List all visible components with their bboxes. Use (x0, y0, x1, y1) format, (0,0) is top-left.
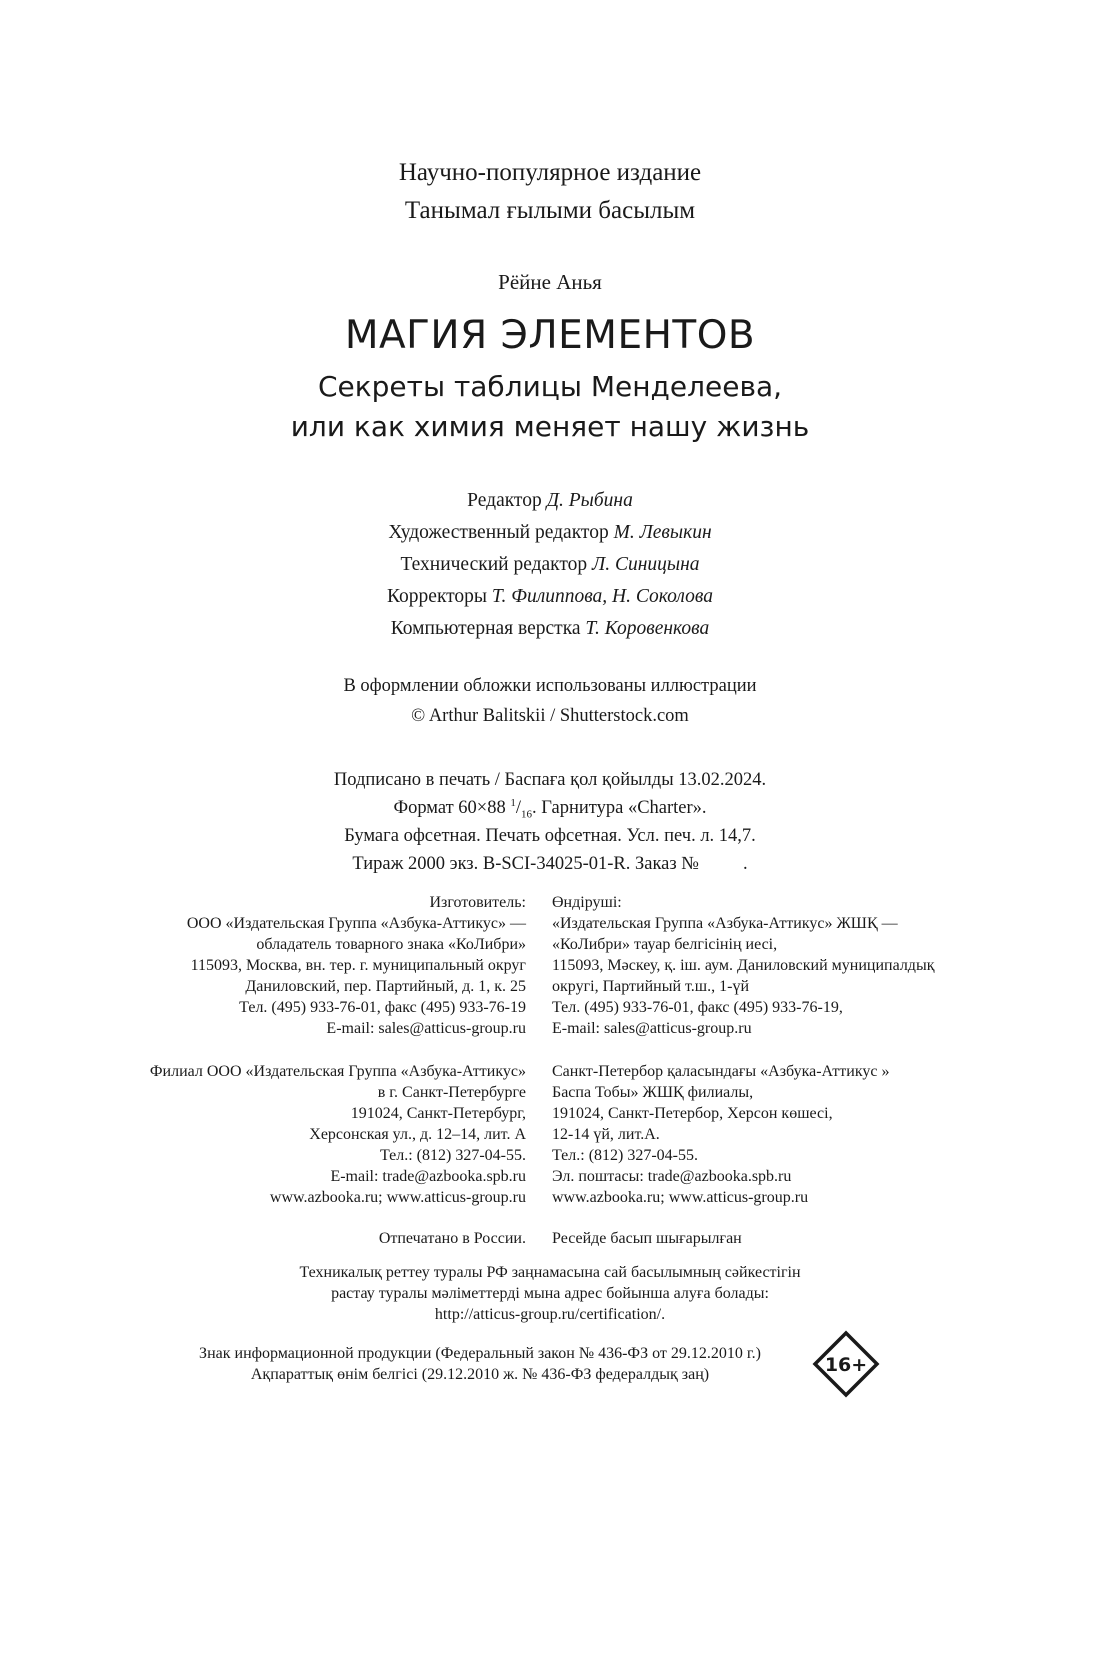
manufacturer-kz-line: «Издательская Группа «Азбука-Аттикус» ЖШҚ — (552, 915, 898, 932)
author-name: Рёйне Анья (498, 270, 602, 294)
paper-line: Бумага офсетная. Печать офсетная. Усл. печ. л. 14,7. (344, 826, 756, 846)
certification-note (0, 1262, 1100, 1325)
manufacturer-kz-line: 115093, Мәскеу, қ. іш. аум. Даниловский муниципалдық (552, 957, 935, 974)
cover-credit (0, 671, 1100, 731)
branch-kz-line: www.azbooka.ru; www.atticus-group.ru (552, 1189, 809, 1206)
book-subtitle (0, 367, 1100, 447)
editorial-staff (0, 485, 1100, 645)
branch-ru-line: 191024, Санкт-Петербург, (350, 1105, 526, 1122)
cover-credit-line-2: © Arthur Balitskii / Shutterstock.com (411, 706, 689, 726)
info-mark-ru: Знак информационной продукции (Федеральный закон № 436-ФЗ от 29.12.2010 г.) (199, 1345, 761, 1362)
genre-kz: Танымал ғылыми басылым (404, 197, 696, 224)
certification-line-2: растау туралы мәліметтерді мына адрес бойынша алуға болады: (331, 1285, 769, 1302)
branch-ru-line: E-mail: trade@azbooka.spb.ru (330, 1168, 526, 1185)
info-mark-kz: Ақпараттық өнім белгісі (29.12.2010 ж. № 436-ФЗ федералдық заң) (250, 1366, 710, 1383)
manufacturer-ru-line: 115093, Москва, вн. тер. г. муниципальный округ (190, 957, 526, 974)
staff-name: Д. Рыбина (546, 490, 633, 511)
branch-kz-line: Баспа Тобы» ЖШҚ филиалы, (552, 1084, 754, 1101)
certification-line-1: Техникалық реттеу туралы РФ заңнамасына сай басылымның сәйкестігін (299, 1264, 801, 1281)
age-rating-badge (812, 1330, 880, 1398)
branch-kz-line: Тел.: (812) 327-04-55. (552, 1147, 699, 1164)
staff-line: Компьютерная верстка Т. Коровенкова (390, 618, 710, 639)
manufacturer-kz-line: Тел. (495) 933-76-01, факс (495) 933-76-19, (552, 999, 843, 1016)
certification-url: http://atticus-group.ru/certification/. (434, 1306, 666, 1323)
staff-name: Л. Синицына (592, 554, 700, 575)
info-product-mark (150, 1343, 810, 1385)
subtitle-line-1: Секреты таблицы Менделеева, (317, 370, 783, 403)
manufacturer-kz-line: E-mail: sales@atticus-group.ru (552, 1020, 752, 1037)
manufacturer-ru-line: Тел. (495) 933-76-01, факс (495) 933-76-19 (239, 999, 526, 1016)
manufacturer-ru-line: Даниловский, пер. Партийный, д. 1, к. 25 (245, 978, 526, 995)
manufacturer-kz-line: «КоЛибри» тауар белгісінің иесі, (552, 936, 778, 953)
branch-kz (552, 1061, 1022, 1208)
staff-line: Технический редактор Л. Синицына (400, 554, 700, 575)
staff-name: М. Левыкин (613, 522, 712, 543)
branch-ru-line: Филиал ООО «Издательская Группа «Азбука-Аттикус» (149, 1063, 526, 1080)
printed-in-kz: Ресейде басып шығарылған (552, 1230, 742, 1247)
branch-kz-line: 12-14 үй, лит.А. (552, 1126, 660, 1143)
genre-label (0, 154, 1100, 230)
manufacturer-ru-line: ООО «Издательская Группа «Азбука-Аттикус» — (186, 915, 526, 932)
manufacturer-kz (552, 892, 1022, 1039)
manufacturer-ru-line: обладатель товарного знака «КоЛибри» (256, 936, 526, 953)
branch-ru-line: Херсонская ул., д. 12–14, лит. А (309, 1126, 526, 1143)
manufacturer-kz-line: Өндіруші: (552, 894, 622, 911)
branch-kz-line: Эл. поштасы: trade@azbooka.spb.ru (552, 1168, 792, 1185)
print-details (0, 766, 1100, 878)
cover-credit-line-1: В оформлении обложки использованы иллюстрации (343, 676, 757, 696)
branch-kz-line: Санкт-Петербор қаласындағы «Азбука-Аттикус » (552, 1063, 890, 1080)
staff-line: Художественный редактор М. Левыкин (388, 522, 712, 543)
subtitle-line-2: или как химия меняет нашу жизнь (290, 410, 810, 443)
age-rating-text: 16+ (824, 1354, 868, 1376)
staff-name: Т. Филиппова, Н. Соколова (491, 586, 713, 607)
branch-ru-line: в г. Санкт-Петербурге (377, 1084, 526, 1101)
format-line: Формат 60×88 $^1/_{16}$. Гарнитура «Charter». (393, 796, 707, 821)
manufacturer-ru-line: E-mail: sales@atticus-group.ru (326, 1020, 526, 1037)
branch-ru-line: Тел.: (812) 327-04-55. (379, 1147, 526, 1164)
staff-line: Корректоры Т. Филиппова, Н. Соколова (387, 586, 713, 607)
manufacturer-ru-line: Изготовитель: (429, 894, 526, 911)
print-run-line: Тираж 2000 экз. B-SCI-34025-01-R. Заказ № . (352, 854, 748, 874)
book-title: МАГИЯ ЭЛЕМЕНТОВ (344, 313, 756, 358)
manufacturer-kz-line: округі, Партийный т.ш., 1-үй (552, 978, 750, 995)
printed-in-ru: Отпечатано в России. (378, 1230, 526, 1247)
manufacturer-ru (60, 892, 526, 1039)
signed-date: Подписано в печать / Баспаға қол қойылды 13.02.2024. (333, 770, 767, 790)
staff-name: Т. Коровенкова (585, 618, 710, 639)
branch-ru-line: www.azbooka.ru; www.atticus-group.ru (269, 1189, 526, 1206)
staff-line: Редактор Д. Рыбина (467, 490, 633, 511)
branch-ru (60, 1061, 526, 1208)
branch-kz-line: 191024, Санкт-Петербор, Херсон көшесі, (552, 1105, 833, 1122)
genre-ru: Научно-популярное издание (398, 159, 702, 186)
